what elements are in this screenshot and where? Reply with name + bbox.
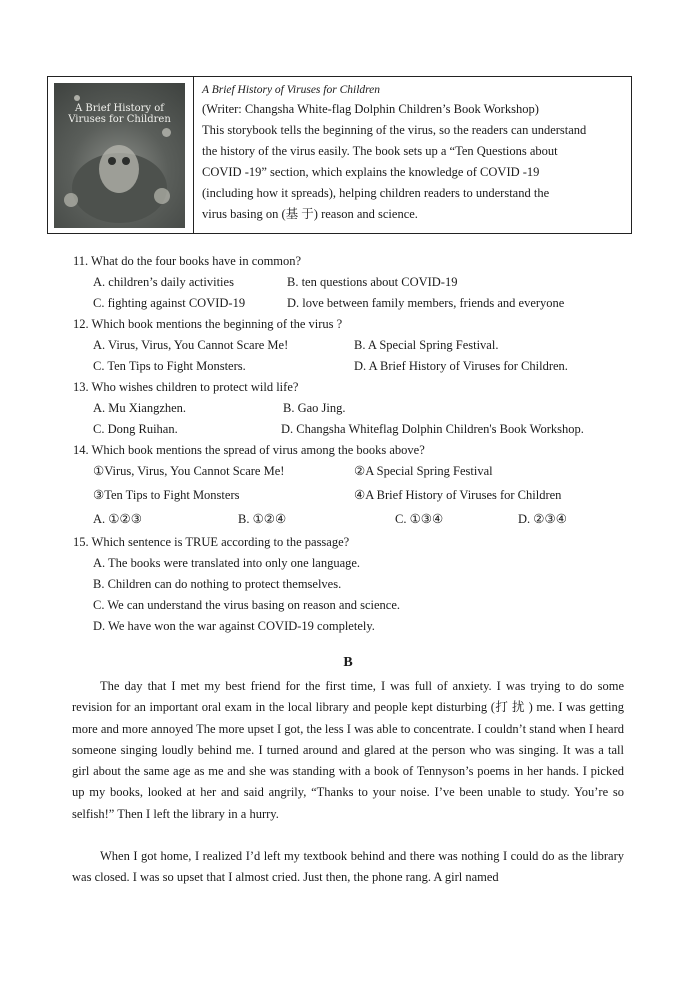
question-14-stem: 14. Which book mentions the spread of virus among the books above? — [73, 443, 425, 457]
question-13-option-c: C. Dong Ruihan. — [93, 422, 178, 436]
book-line: (including how it spreads), helping children readers to understand the — [202, 186, 550, 200]
question-12-stem: 12. Which book mentions the beginning of the virus ? — [73, 317, 343, 331]
book-line: (Writer: Changsha White-flag Dolphin Children’s Book Workshop) — [202, 102, 539, 116]
question-14-item-1: ①Virus, Virus, You Cannot Scare Me! — [93, 464, 285, 478]
question-14-item-3: ③Ten Tips to Fight Monsters — [93, 488, 240, 502]
question-14-option-a: A. ①②③ — [93, 512, 142, 526]
question-11-option-a: A. children’s daily activities — [93, 275, 234, 289]
book-line: COVID -19” section, which explains the knowledge of COVID -19 — [202, 165, 540, 179]
cover-title: A Brief History of Viruses for Children — [68, 103, 171, 125]
question-13-option-a: A. Mu Xiangzhen. — [93, 401, 187, 415]
question-11-stem: 11. What do the four books have in common? — [73, 254, 302, 268]
section-b-paragraph-1: The day that I met my best friend for the first time, I was full of anxiety. I was trying to do some revision for an important oral exam in the local library and people kept disturbing (打 扰 ) me. I was getting more and more annoyed The more upset I got, the less I was able to concentrate. I couldn’t stand when I heard someone singing loudly behind me. I turned around and glared at the person who was singing. It was a tall girl about the same age as me and she was standing with a book of Tennyson’s poems in her hands. I picked up my books, looked at her and said angrily, “Thanks to your noise. I’ve been unable to study. You’re so selfish!” Then I left the library in a hurry. — [72, 679, 624, 821]
book-description — [202, 81, 627, 225]
question-15-option-a: A. The books were translated into only one language. — [93, 556, 361, 570]
question-14-item-4: ④A Brief History of Viruses for Children — [354, 488, 562, 502]
question-11-option-c: C. fighting against COVID-19 — [93, 296, 246, 310]
question-15-option-b: B. Children can do nothing to protect themselves. — [93, 577, 342, 591]
question-12-option-b: B. A Special Spring Festival. — [354, 338, 499, 352]
question-14-option-d: D. ②③④ — [518, 512, 567, 526]
question-13-option-b: B. Gao Jing. — [283, 401, 346, 415]
question-14-option-c: C. ①③④ — [395, 512, 444, 526]
question-15-stem: 15. Which sentence is TRUE according to the passage? — [73, 535, 350, 549]
question-13-option-d: D. Changsha Whiteflag Dolphin Children's Book Workshop. — [281, 422, 584, 436]
question-14-option-b: B. ①②④ — [238, 512, 287, 526]
question-12-option-a: A. Virus, Virus, You Cannot Scare Me! — [93, 338, 289, 352]
book-title: A Brief History of Viruses for Children — [202, 84, 381, 96]
table-divider — [193, 77, 194, 233]
book-line: This storybook tells the beginning of the virus, so the readers can understand — [202, 123, 587, 137]
book-info-table — [47, 76, 632, 234]
question-15-option-d: D. We have won the war against COVID-19 completely. — [93, 619, 375, 633]
section-b-heading: B — [343, 655, 353, 670]
book-line: the history of the virus easily. The book sets up a “Ten Questions about — [202, 144, 558, 158]
question-11-option-d: D. love between family members, friends and everyone — [287, 296, 565, 310]
question-12-option-c: C. Ten Tips to Fight Monsters. — [93, 359, 246, 373]
question-13-stem: 13. Who wishes children to protect wild life? — [73, 380, 299, 394]
question-14-item-2: ②A Special Spring Festival — [354, 464, 493, 478]
book-line: virus basing on (基 于) reason and science. — [202, 207, 418, 221]
question-11-option-b: B. ten questions about COVID-19 — [287, 275, 458, 289]
question-12-option-d: D. A Brief History of Viruses for Children. — [354, 359, 568, 373]
question-15-option-c: C. We can understand the virus basing on reason and science. — [93, 598, 401, 612]
book-cover-image — [54, 83, 185, 228]
section-b-paragraph-2: When I got home, I realized I’d left my textbook behind and there was nothing I could do as the library was closed. I was so upset that I almost cried. Just then, the phone rang. A girl named — [72, 849, 624, 885]
